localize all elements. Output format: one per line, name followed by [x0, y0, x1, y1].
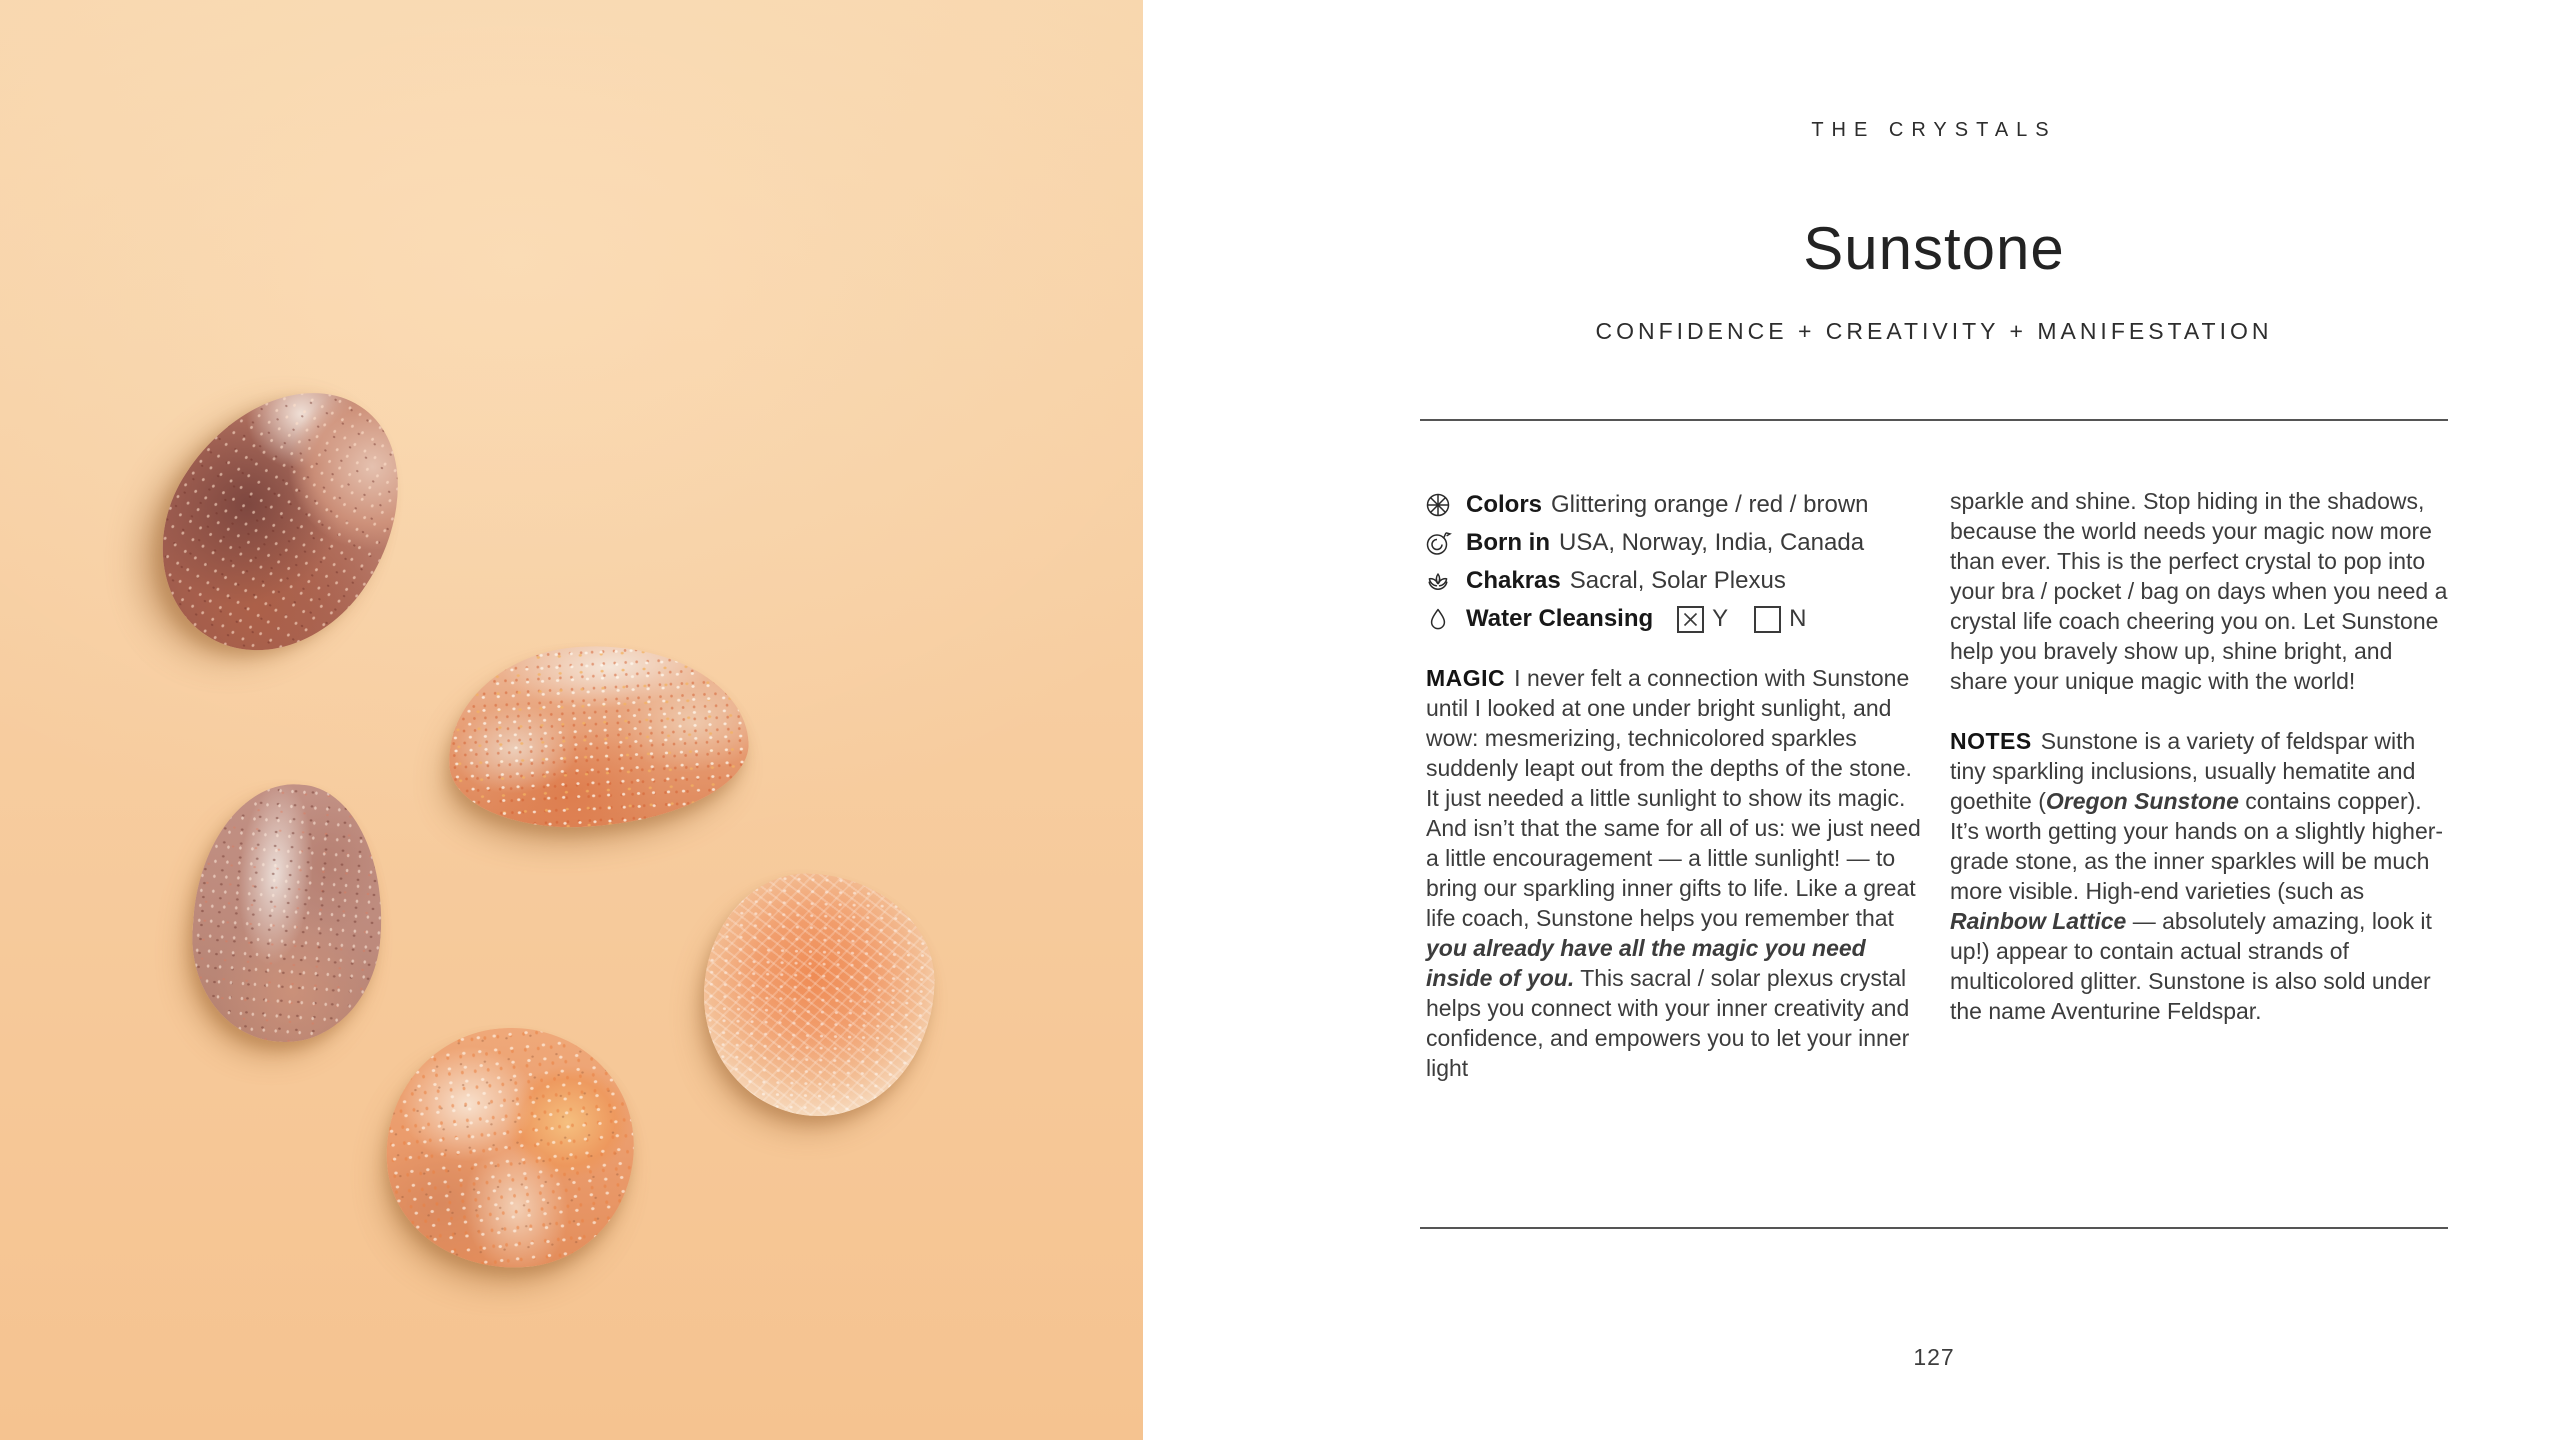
attribute-value: Glittering orange / red / brown — [1551, 491, 1869, 518]
stone-elongated-tumbled — [443, 638, 752, 833]
text-segment: This sacral / solar plexus crystal helps you connect with your inner creativity and confidence, and empowers you to let your inner light — [1426, 965, 1910, 1081]
globe-flag-icon — [1424, 528, 1456, 558]
attribute-row-water-cleansing — [1424, 600, 1984, 638]
text-segment: sparkle and shine. Stop hiding in the shadows, because the world needs your magic now more than ever. This is the perfect crystal to pop into your bra / pocket / bag on days when you need a crystal life coach cheering you on. Let Sunstone help you bravely show up, shine bright, and share your unique magic with the world! — [1950, 488, 2448, 694]
lotus-icon — [1424, 566, 1456, 596]
attribute-label: Born in — [1466, 529, 1550, 556]
text-segment: I never felt a connection with Sunstone until I looked at one under bright sunlight, and wow: mesmerizing, technicolored sparkles suddenly leapt out from the depths of the stone. It just needed a little sunlight to show its magic. And isn’t that the same for all of us: we just need a little encouragement — a little sunlight! — to bring our sparkling inner gifts to life. Like a great life coach, Sunstone helps you remember that — [1426, 665, 1921, 931]
magic-continued-text — [1950, 488, 2447, 694]
attribute-row-colors — [1424, 486, 1984, 524]
notes-text — [1950, 728, 2443, 1024]
water-cleansing-no-label: N — [1789, 605, 1807, 632]
text-column-left — [1426, 663, 1926, 1113]
magic-text — [1426, 665, 1921, 1081]
text-segment: — absolutely amazing, look it up!) appear to contain actual strands of multicolored glitter. Sunstone is also sold under the name Aventurine Feldspar. — [1950, 908, 2432, 1024]
notes-heading: NOTES — [1950, 728, 2032, 754]
water-drop-icon — [1424, 604, 1456, 634]
bottom-divider — [1420, 1227, 2448, 1229]
color-wheel-icon — [1424, 490, 1456, 520]
attribute-label: Water Cleansing — [1466, 605, 1654, 632]
text-segment: you already have all the magic you need inside of you. — [1426, 935, 1866, 991]
stone-polished-cabochon — [118, 347, 446, 694]
attribute-row-born-in — [1424, 524, 1984, 562]
section-kicker: THE CRYSTALS — [1811, 119, 2057, 141]
attribute-label: Chakras — [1466, 567, 1561, 594]
text-segment: Sunstone is a variety of feldspar with tiny sparkling inclusions, usually hematite and goethite ( — [1950, 728, 2416, 814]
text-column-right — [1950, 486, 2448, 1056]
attribute-label: Colors — [1466, 491, 1543, 518]
text-page — [1143, 0, 2560, 1440]
top-divider — [1420, 419, 2448, 421]
notes-paragraph — [1950, 726, 2448, 1026]
page-title: Sunstone — [1803, 215, 2065, 282]
attribute-list — [1424, 486, 1984, 638]
attribute-value: USA, Norway, India, Canada — [1559, 529, 1865, 556]
magic-continued-paragraph — [1950, 486, 2448, 696]
text-segment: Rainbow Lattice — [1950, 908, 2127, 934]
water-cleansing-yes-label: Y — [1712, 605, 1729, 632]
attribute-row-chakras — [1424, 562, 1984, 600]
magic-heading: MAGIC — [1426, 665, 1506, 691]
water-cleansing-no-checkbox — [1754, 606, 1781, 633]
page-content — [1420, 0, 2448, 1440]
text-segment: Oregon Sunstone — [2045, 788, 2239, 814]
stone-round-marbled — [374, 1016, 646, 1281]
water-cleansing-yes-checkbox — [1677, 606, 1704, 633]
attribute-value: Sacral, Solar Plexus — [1569, 567, 1786, 594]
text-segment: contains copper). It’s worth getting your hands on a slightly higher-grade stone, as the inner sparkles will be much more visible. High-end varieties (such as — [1950, 788, 2444, 904]
sunstone-photo — [0, 0, 1143, 1440]
page-subtitle: CONFIDENCE + CREATIVITY + MANIFESTATION — [1595, 318, 2273, 344]
magic-paragraph — [1426, 663, 1926, 1083]
page-number: 127 — [1913, 1344, 1955, 1370]
stone-egg-shaped — [185, 778, 391, 1048]
stone-rough-chunk — [700, 870, 938, 1120]
